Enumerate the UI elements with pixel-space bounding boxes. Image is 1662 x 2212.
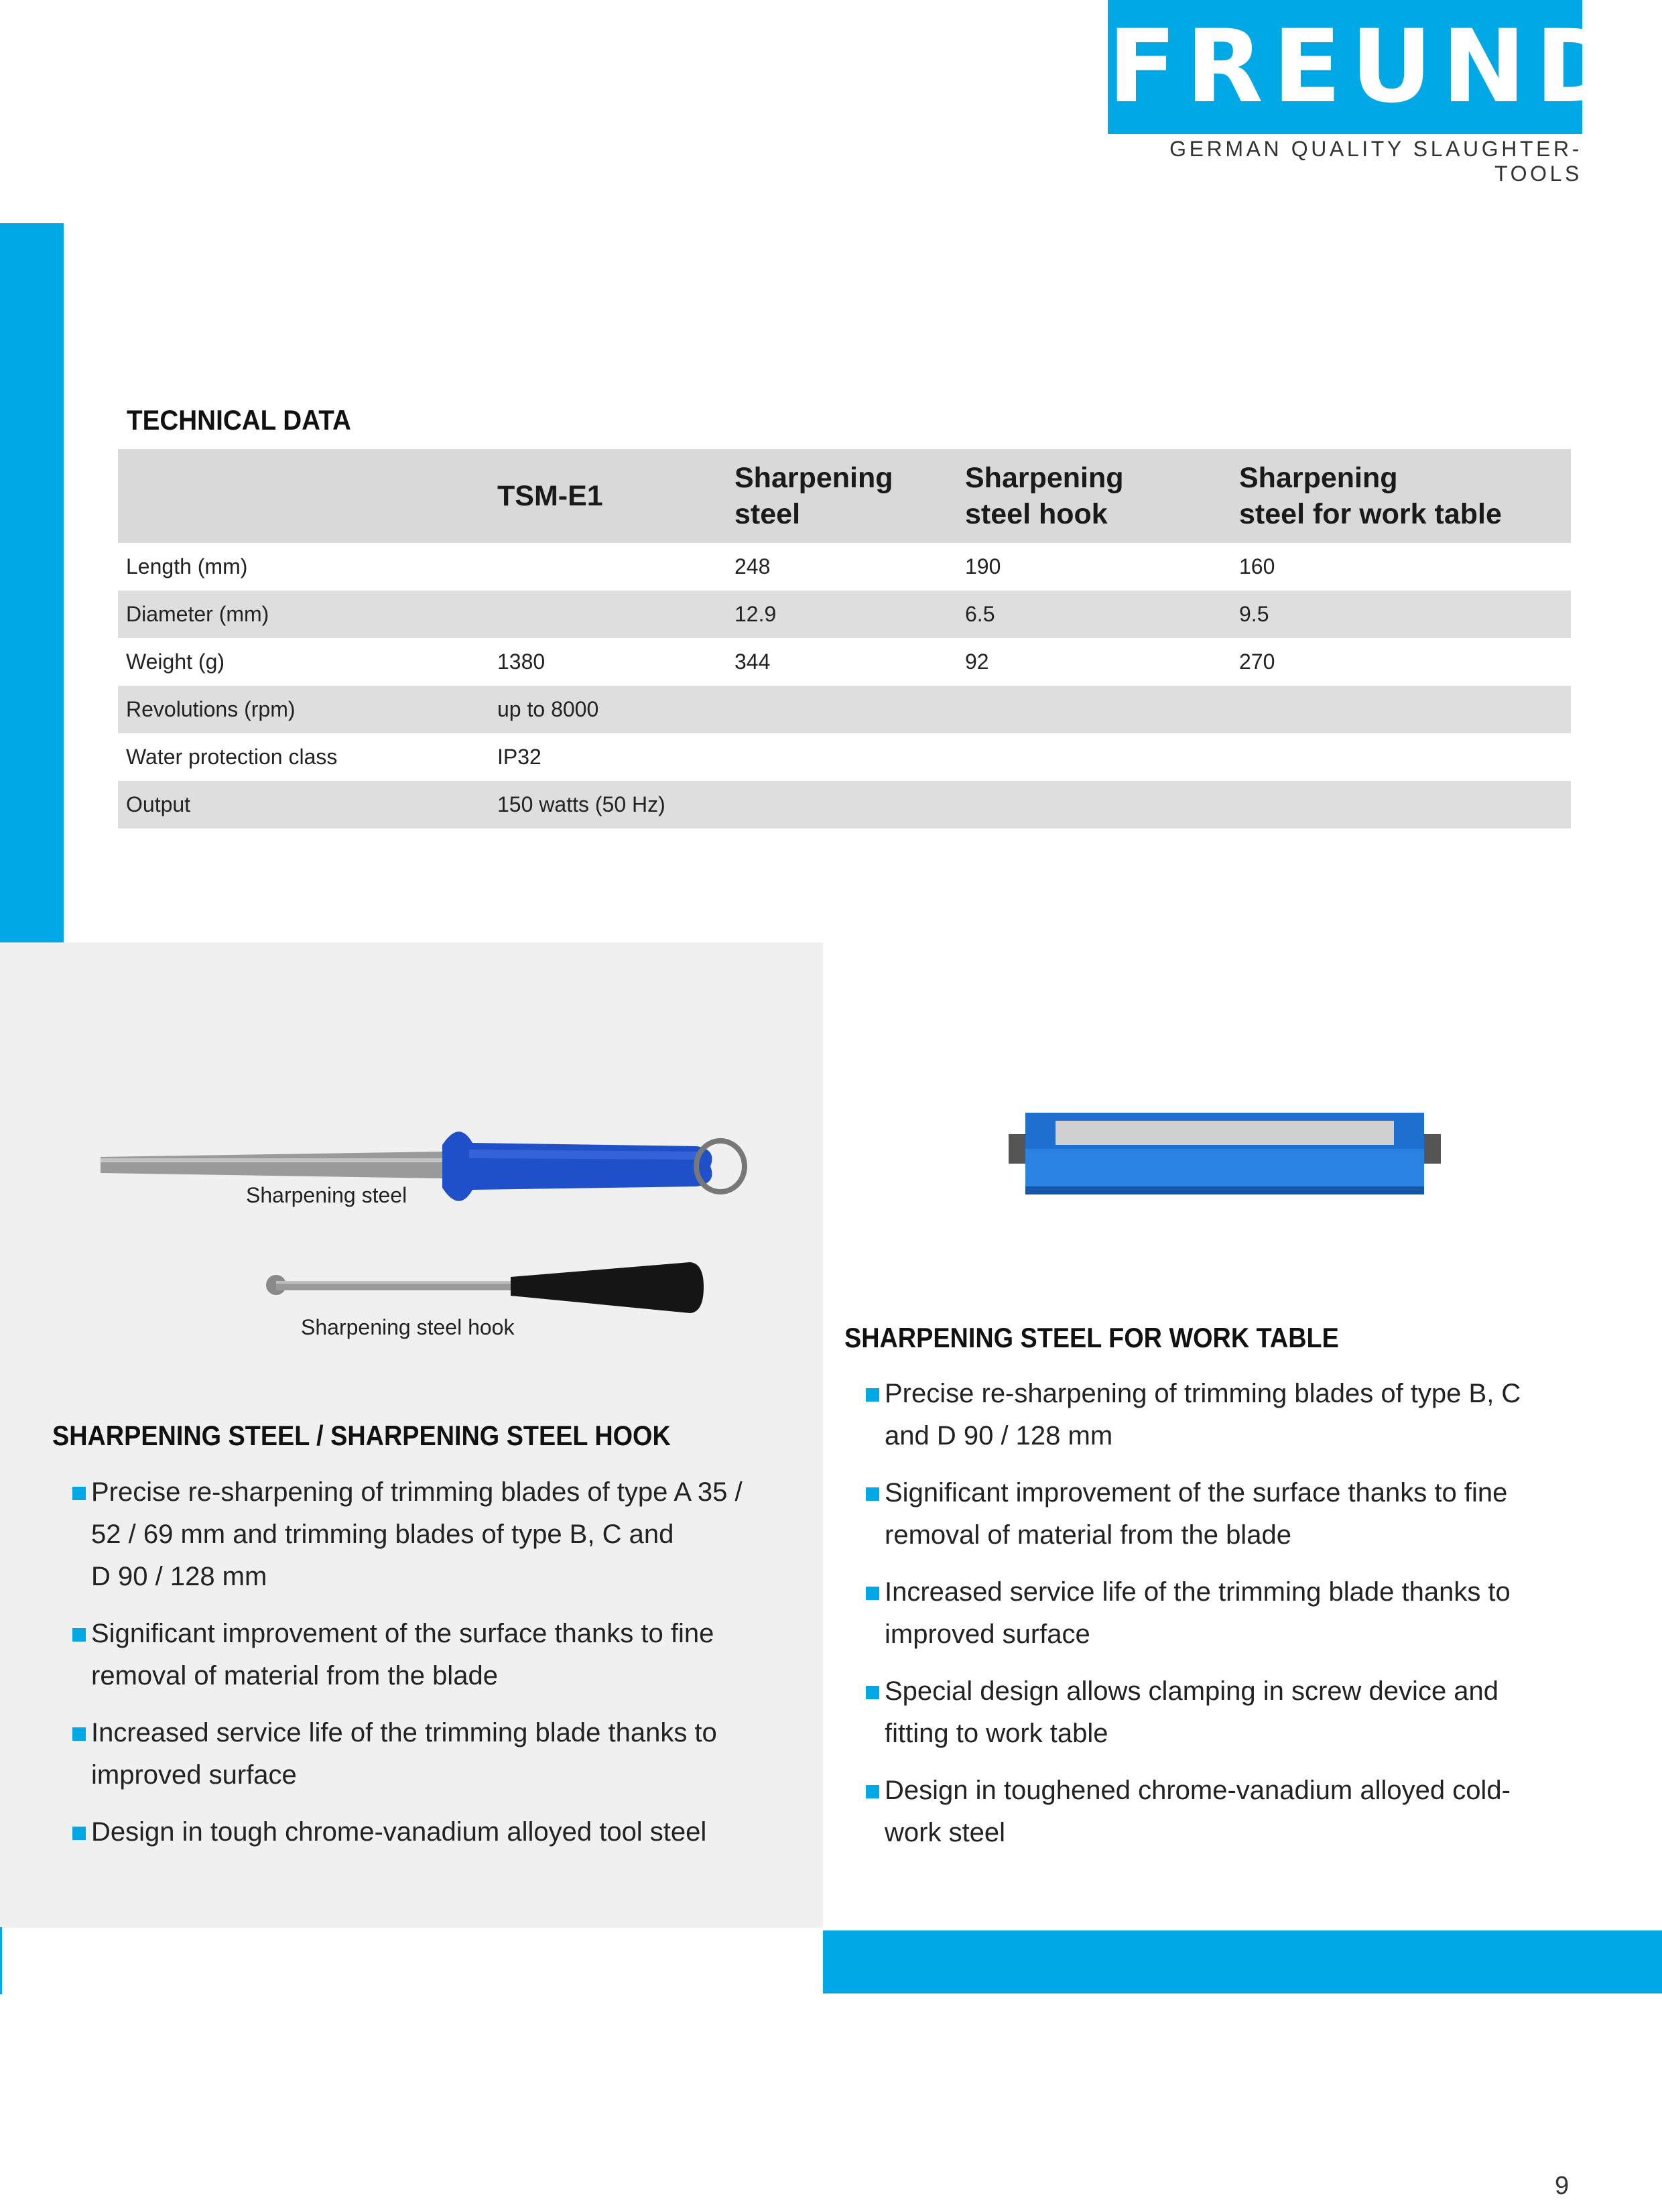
table-cell: 248 <box>734 554 771 578</box>
left-section-bullets <box>52 1471 796 1868</box>
sharpening-steel-image <box>94 1113 751 1220</box>
table-cell: 6.5 <box>957 591 1231 638</box>
table-row <box>118 591 1571 638</box>
table-cell: 270 <box>1239 650 1275 674</box>
table-cell: 92 <box>965 650 989 674</box>
table-header-cell: Sharpening steel for work table <box>1231 449 1571 543</box>
technical-data-title: TECHNICAL DATA <box>127 404 351 436</box>
page-number: 9 <box>1555 2172 1570 2200</box>
table-cell: 9.5 <box>1231 591 1571 638</box>
table-cell <box>957 733 1231 781</box>
table-row <box>118 638 1571 686</box>
table-header-cell: Sharpening steel <box>726 449 957 543</box>
bottom-accent-bar <box>823 1930 1662 1993</box>
table-cell: Water protection class <box>126 745 338 769</box>
table-cell: Diameter (mm) <box>118 591 489 638</box>
sharpening-steel-caption: Sharpening steel <box>246 1183 407 1207</box>
bullet-square-icon <box>866 1587 879 1600</box>
bullet-square-icon <box>866 1785 879 1798</box>
table-cell: Length (mm) <box>126 554 248 578</box>
left-thin-accent <box>0 1927 2 1994</box>
list-item: Design in tough chrome-vanadium alloyed tool steel <box>52 1811 796 1853</box>
brand-logo: FREUND <box>1108 9 1628 125</box>
left-section-title: SHARPENING STEEL / SHARPENING STEEL HOOK <box>52 1420 671 1451</box>
list-item: Precise re-sharpening of trimming blades of type B, C and D 90 / 128 mm <box>846 1373 1616 1457</box>
table-cell: IP32 <box>497 745 541 769</box>
table-cell: Output <box>118 781 489 828</box>
table-cell: Weight (g) <box>126 650 225 674</box>
table-row <box>118 543 1571 591</box>
bullet-square-icon <box>866 1388 879 1402</box>
table-cell: 344 <box>734 650 771 674</box>
table-header-cell <box>118 449 489 543</box>
table-header-cell: Sharpening steel hook <box>957 449 1231 543</box>
list-item: Increased service life of the trimming blade thanks to improved surface <box>846 1571 1616 1656</box>
list-item: Special design allows clamping in screw device and fitting to work table <box>846 1670 1616 1755</box>
table-cell: 190 <box>965 554 1001 578</box>
table-header-cell: TSM-E1 <box>489 449 726 543</box>
table-cell: 160 <box>1239 554 1275 578</box>
sharpening-steel-hook-image <box>261 1257 710 1320</box>
table-cell <box>726 686 957 733</box>
list-item: Design in toughened chrome-vanadium alloyed cold- work steel <box>846 1770 1616 1854</box>
table-cell <box>957 686 1231 733</box>
bullet-square-icon <box>72 1487 86 1500</box>
list-item: Increased service life of the trimming blade thanks to improved surface <box>52 1712 796 1796</box>
bullet-square-icon <box>72 1727 86 1741</box>
work-table-sharpening-steel-image <box>1009 1106 1441 1207</box>
right-section-title: SHARPENING STEEL FOR WORK TABLE <box>844 1322 1339 1353</box>
table-cell <box>489 543 726 591</box>
table-header-row <box>118 449 1571 543</box>
table-cell: Revolutions (rpm) <box>118 686 489 733</box>
table-cell <box>957 781 1231 828</box>
list-item: Significant improvement of the surface thanks to fine removal of material from the blade <box>52 1613 796 1697</box>
table-cell <box>1231 686 1571 733</box>
right-section-bullets <box>846 1373 1616 1869</box>
table-cell: up to 8000 <box>489 686 726 733</box>
table-cell <box>726 781 957 828</box>
bullet-square-icon <box>72 1628 86 1642</box>
table-cell: 150 watts (50 Hz) <box>489 781 726 828</box>
brand-tagline: GERMAN QUALITY SLAUGHTER-TOOLS <box>1169 137 1582 186</box>
bullet-square-icon <box>866 1487 879 1501</box>
list-item: Significant improvement of the surface thanks to fine removal of material from the blade <box>846 1472 1616 1556</box>
technical-data-table <box>118 449 1571 828</box>
sharpening-steel-hook-caption: Sharpening steel hook <box>301 1315 515 1339</box>
table-row <box>118 686 1571 733</box>
table-cell <box>1231 781 1571 828</box>
table-cell: 1380 <box>497 650 546 674</box>
table-row <box>118 733 1571 781</box>
bullet-square-icon <box>866 1686 879 1699</box>
list-item: Precise re-sharpening of trimming blades of type A 35 / 52 / 69 mm and trimming blades of type B, C and D 90 / 128 mm <box>52 1471 796 1598</box>
table-cell <box>489 591 726 638</box>
table-row <box>118 781 1571 828</box>
table-cell <box>1231 733 1571 781</box>
table-cell <box>726 733 957 781</box>
bullet-square-icon <box>72 1827 86 1840</box>
table-cell: 12.9 <box>726 591 957 638</box>
